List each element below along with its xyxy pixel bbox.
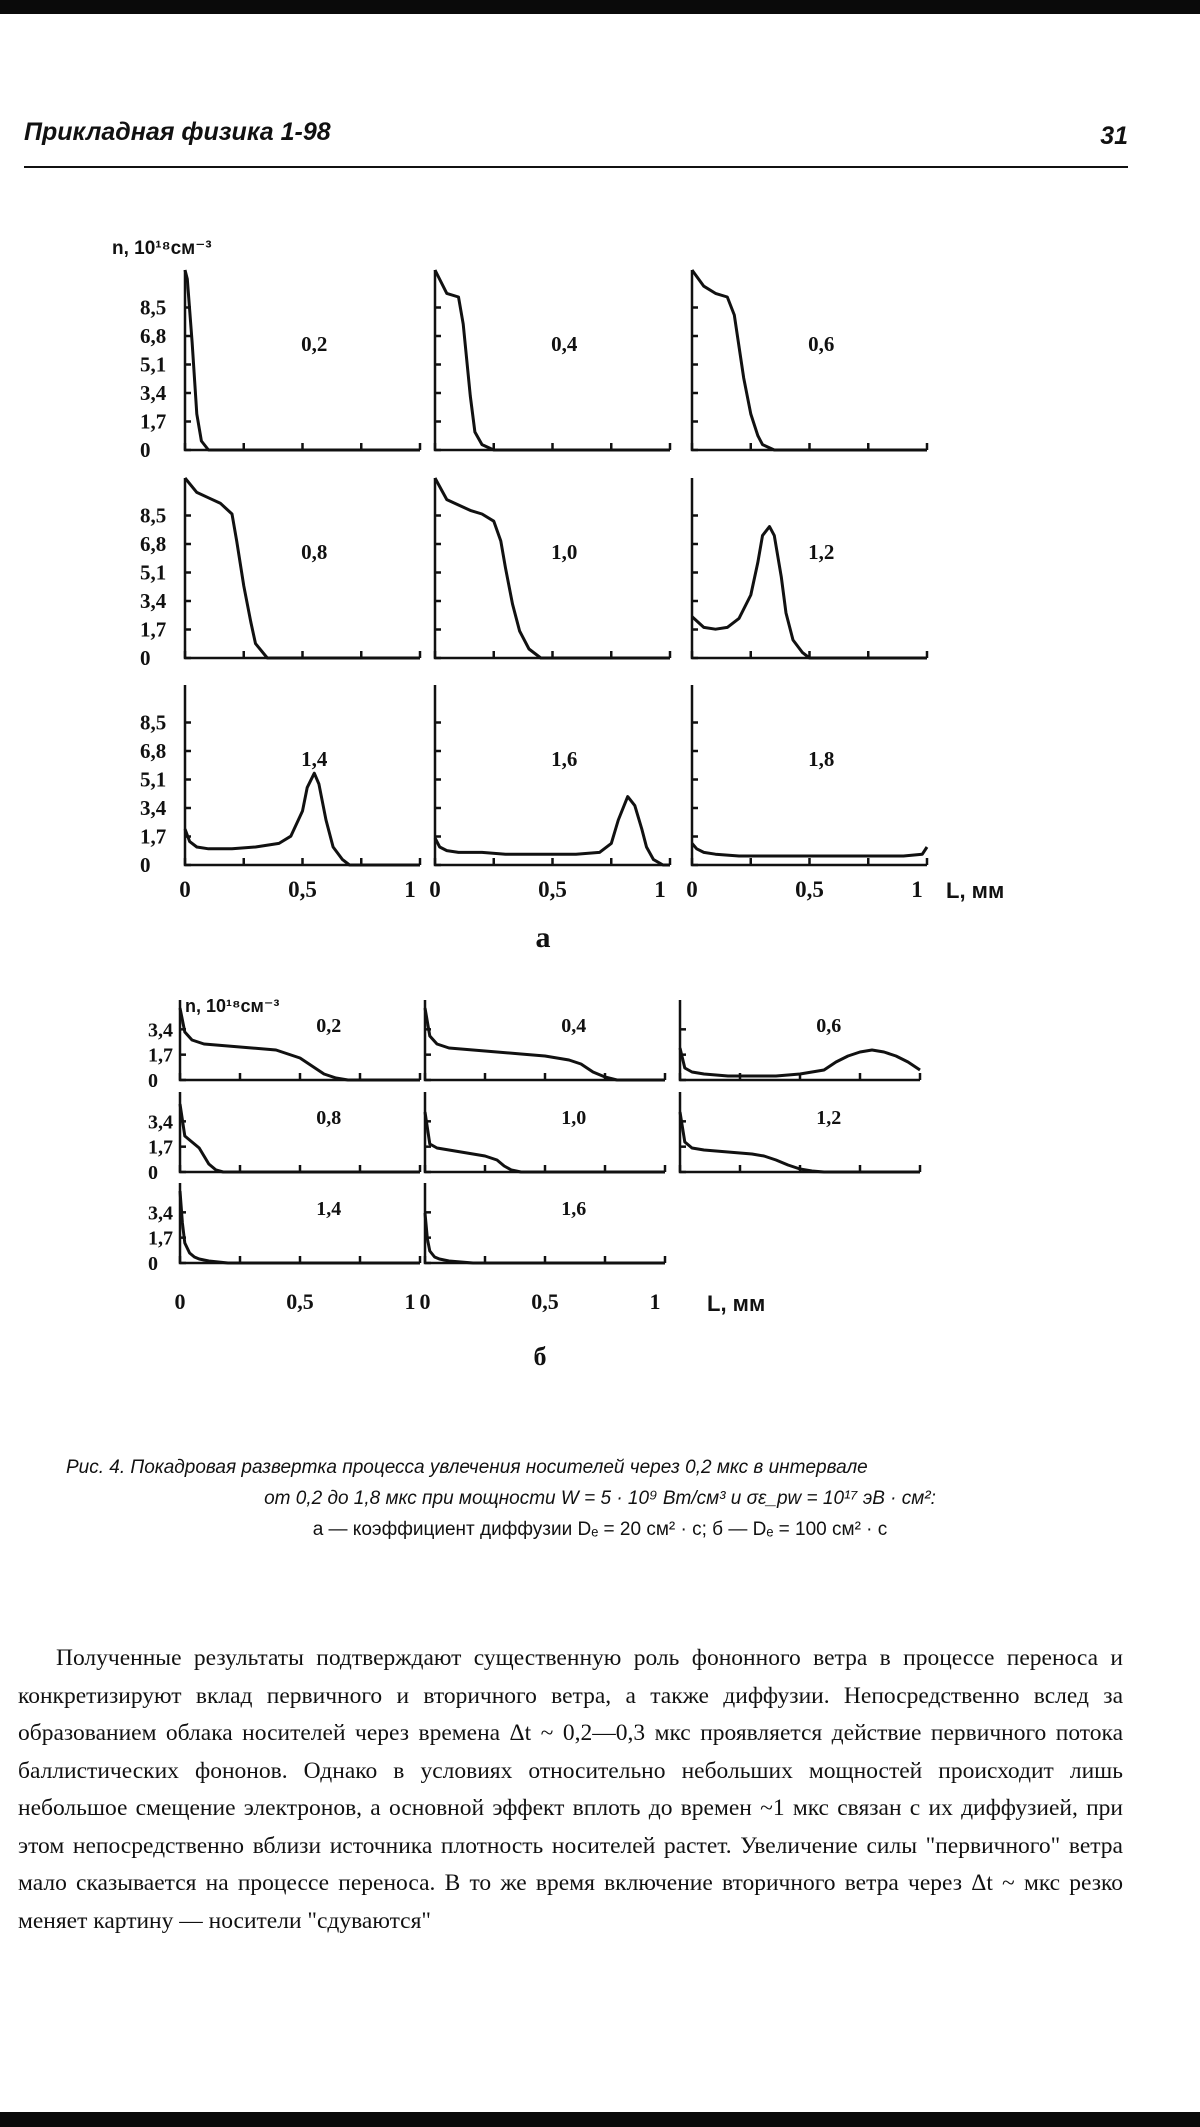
x-tick-label: 1 [404,877,416,902]
y-tick-label: 1,7 [148,1044,173,1067]
y-tick-label: 3,4 [148,1111,173,1134]
caption-line-2: от 0,2 до 1,8 мкс при мощности W = 5 · 10⁹ Вт/см³ и σε_pw = 10¹⁷ эВ · см²: [264,1488,936,1509]
axis-frame [692,478,927,658]
x-tick-label: 0 [686,877,698,902]
axis-frame [425,1183,665,1263]
x-tick-label: 0 [174,1289,186,1314]
y-axis-title: n, 10¹⁸см⁻³ [112,238,212,259]
panel-time-label: 0,6 [816,1015,842,1037]
body-text [18,1640,1123,1940]
y-tick-label: 0 [140,853,151,877]
y-tick-label: 1,7 [148,1136,173,1159]
axis-frame [180,1183,420,1263]
y-tick-label: 1,7 [140,617,167,642]
x-tick-label: 0,5 [531,1289,559,1314]
series-curve [185,773,420,865]
panel-time-label: 1,0 [551,540,578,564]
y-tick-label: 0 [140,646,151,670]
axis-frame [680,1092,920,1172]
subfigure-title: б [533,1342,547,1371]
body-paragraph: Полученные результаты подтверждают существенную роль фононного ветра в процессе переноса и конкретизируют вклад первичного и вторичного ветра, а также диффузии. Непосредственно вслед за образованием облака носителей через времена Δt ~ 0,2—0,3 мкс проявляется действие первичного потока баллистических фононов. Однако в условиях относительно небольших мощностей происходит лишь небольшое смещение электронов, а основной эффект вплоть до времен ~1 мкс связан с их диффузией, при этом непосредственно вблизи источника плотность носителей растет. Увеличение силы "первичного" ветра мало сказывается на процессе переноса. В то же время включение вторичного ветра через Δt ~ мкс резко меняет картину — носители "сдуваются" [18,1645,1123,1934]
panel-time-label: 0,4 [561,1015,587,1037]
series-curve [425,1112,665,1172]
y-tick-label: 0 [148,1253,158,1275]
y-tick-label: 8,5 [140,295,167,320]
panel-time-label: 1,6 [561,1198,587,1220]
series-curve [180,1191,420,1263]
panel-time-label: 0,6 [808,332,835,356]
x-tick-label: 0,5 [288,877,317,902]
y-tick-label: 3,4 [148,1019,173,1042]
y-tick-label: 5,1 [140,352,167,377]
y-tick-label: 1,7 [140,824,167,849]
y-axis-title: n, 10¹⁸см⁻³ [185,996,280,1016]
panel-time-label: 0,2 [316,1015,342,1037]
x-tick-label: 0,5 [538,877,567,902]
figure-caption [60,1452,1140,1545]
x-tick-label: 0 [179,877,191,902]
x-tick-label: 1 [911,877,923,902]
panel-time-label: 0,8 [301,540,328,564]
x-tick-label: 1 [649,1289,661,1314]
series-curve [180,1104,420,1172]
axis-frame [435,478,670,658]
x-axis-title: L, мм [946,878,1005,903]
panel-time-label: 0,4 [551,332,578,356]
panel-time-label: 1,6 [551,747,578,771]
y-tick-label: 1,7 [148,1227,173,1250]
panel-time-label: 1,4 [301,747,328,771]
subfigure-title: а [535,921,551,954]
panel-time-label: 0,2 [301,332,328,356]
y-tick-label: 6,8 [140,324,167,348]
series-curve [185,478,420,658]
journal-title: Прикладная физика 1-98 [24,118,331,146]
x-tick-label: 1 [404,1289,416,1314]
page-number: 31 [1100,122,1128,150]
x-tick-label: 0,5 [795,877,824,902]
y-tick-label: 5,1 [140,767,167,792]
caption-line-3: а — коэффициент диффузии Dₑ = 20 см² · с; б — Dₑ = 100 см² · с [312,1519,888,1540]
y-tick-label: 3,4 [140,796,167,820]
y-tick-label: 8,5 [140,503,167,528]
axis-frame [425,1000,665,1080]
series-curve [180,1008,420,1080]
y-tick-label: 6,8 [140,739,167,763]
x-axis-title: L, мм [707,1291,766,1316]
caption-line-1: Рис. 4. Покадровая развертка процесса увлечения носителей через 0,2 мкс в интервале [66,1457,868,1478]
series-curve [435,478,670,658]
axis-frame [435,685,670,865]
y-tick-label: 0 [148,1070,158,1092]
axis-frame [692,685,927,865]
axis-frame [435,270,670,450]
y-tick-label: 1,7 [140,409,167,434]
y-tick-label: 5,1 [140,560,167,585]
x-tick-label: 0 [419,1289,431,1314]
axis-frame [185,685,420,865]
series-curve [692,270,927,450]
y-tick-label: 6,8 [140,532,167,556]
series-curve [425,1213,665,1263]
series-curve [435,270,670,450]
panel-time-label: 1,8 [808,747,835,771]
axis-frame [680,1000,920,1080]
panel-time-label: 1,2 [808,540,835,564]
panel-time-label: 1,0 [561,1107,587,1129]
axis-frame [180,1092,420,1172]
series-curve [425,1008,665,1080]
scan-bottom-border [0,2112,1200,2127]
y-tick-label: 0 [148,1162,158,1184]
y-tick-label: 3,4 [140,381,167,405]
panel-time-label: 1,4 [316,1198,342,1220]
axis-frame [185,270,420,450]
series-curve [680,1048,920,1076]
panel-time-label: 1,2 [816,1107,842,1129]
x-tick-label: 0,5 [286,1289,314,1314]
y-tick-label: 3,4 [148,1202,173,1225]
y-tick-label: 0 [140,438,151,462]
x-tick-label: 1 [654,877,666,902]
panel-time-label: 0,8 [316,1107,342,1129]
series-curve [185,270,420,450]
series-curve [680,1112,920,1172]
series-curve [692,843,927,856]
series-curve [435,797,670,865]
axis-frame [425,1092,665,1172]
y-tick-label: 3,4 [140,589,167,613]
x-tick-label: 0 [429,877,441,902]
y-tick-label: 8,5 [140,710,167,735]
